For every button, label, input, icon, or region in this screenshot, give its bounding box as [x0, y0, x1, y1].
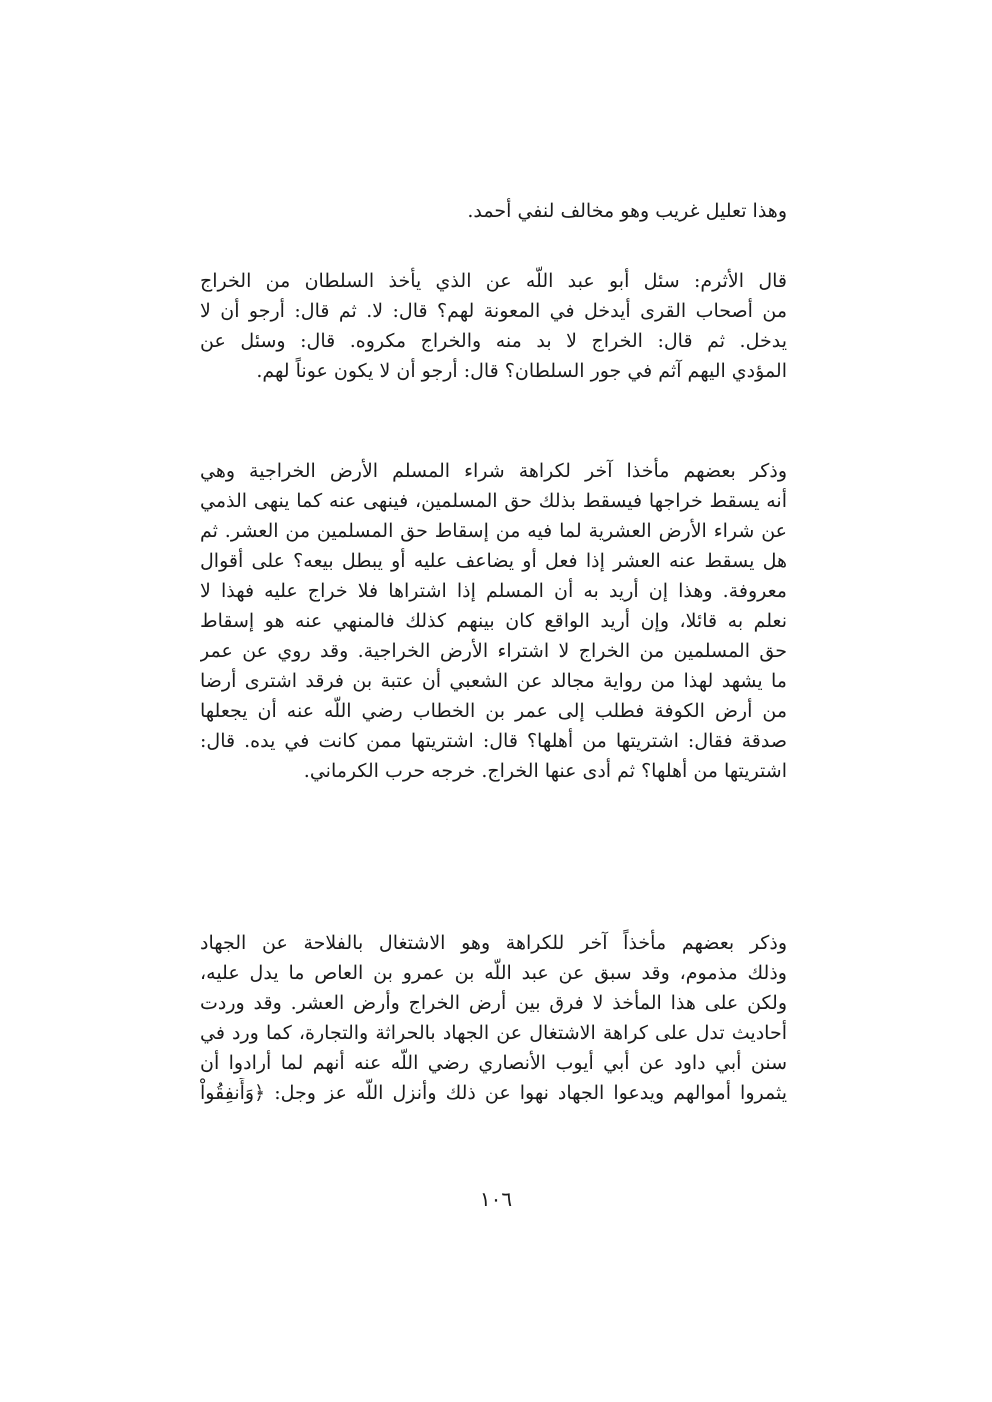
text-line: هل يسقط عنه العشر إذا فعل أو يضاعف عليه أو يبطل بيعه؟ على أقوال [200, 550, 787, 572]
text-line: من أصحاب القرى أيدخل في المعونة لهم؟ قال: لا. ثم قال: أرجو أن لا [200, 300, 787, 322]
text-line: وذكر بعضهم مأخذا آخر لكراهة شراء المسلم الأرض الخراجية وهي [200, 460, 787, 482]
text-line: وهذا تعليل غريب وهو مخالف لنفي أحمد. [467, 200, 787, 222]
text-line: قال الأثرم: سئل أبو عبد اللّه عن الذي يأخذ السلطان من الخراج [200, 270, 787, 292]
paragraph-4 [200, 928, 787, 1108]
text-line: نعلم به قائلا، وإن أريد الواقع كان بينهم كذلك فالمنهي عنه هو إسقاط [200, 610, 787, 632]
paragraph-2 [200, 266, 787, 386]
page-number: ١٠٦ [479, 1187, 513, 1211]
text-line: صدقة فقال: اشتريتها من أهلها؟ قال: اشتريتها ممن كانت في يده. قال: [200, 730, 787, 752]
text-line: وذكر بعضهم مأخذاً آخر للكراهة وهو الاشتغال بالفلاحة عن الجهاد [200, 932, 787, 954]
text-line: أنه يسقط خراجها فيسقط بذلك حق المسلمين، فينهى عنه كما ينهى الذمي [200, 490, 787, 512]
paragraph-1 [200, 196, 787, 226]
text-line: يثمروا أموالهم ويدعوا الجهاد نهوا عن ذلك وأنزل اللّه عز وجل: ﴿وَأَنفِقُواْ [200, 1082, 787, 1104]
text-line: سنن أبي داود عن أبي أيوب الأنصاري رضي اللّه عنه أنهم لما أرادوا أن [200, 1052, 787, 1074]
paragraph-3 [200, 456, 787, 786]
text-line: يدخل. ثم قال: الخراج لا بد منه والخراج مكروه. قال: وسئل عن [200, 330, 787, 352]
text-line: حق المسلمين من الخراج لا اشتراء الأرض الخراجية. وقد روي عن عمر [200, 640, 787, 662]
text-line: أحاديث تدل على كراهة الاشتغال عن الجهاد بالحراثة والتجارة، كما ورد في [200, 1022, 787, 1044]
text-line: المؤدي اليهم آثم في جور السلطان؟ قال: أرجو أن لا يكون عوناً لهم. [256, 360, 787, 382]
text-line: من أرض الكوفة فطلب إلى عمر بن الخطاب رضي اللّه عنه أن يجعلها [200, 700, 787, 722]
text-line: عن شراء الأرض العشرية لما فيه من إسقاط حق المسلمين من العشر. ثم [200, 520, 787, 542]
text-line: ولكن على هذا المأخذ لا فرق بين أرض الخراج وأرض العشر. وقد وردت [200, 992, 787, 1014]
text-line: معروفة. وهذا إن أريد به أن المسلم إذا اشتراها فلا خراج عليه فهذا لا [200, 580, 787, 602]
text-line: وذلك مذموم، وقد سبق عن عبد اللّه بن عمرو بن العاص ما يدل عليه، [200, 962, 787, 984]
text-line: اشتريتها من أهلها؟ ثم أدى عنها الخراج. خرجه حرب الكرماني. [303, 760, 787, 782]
text-line: ما يشهد لهذا من رواية مجالد عن الشعبي أن عتبة بن فرقد اشترى أرضا [200, 670, 787, 692]
